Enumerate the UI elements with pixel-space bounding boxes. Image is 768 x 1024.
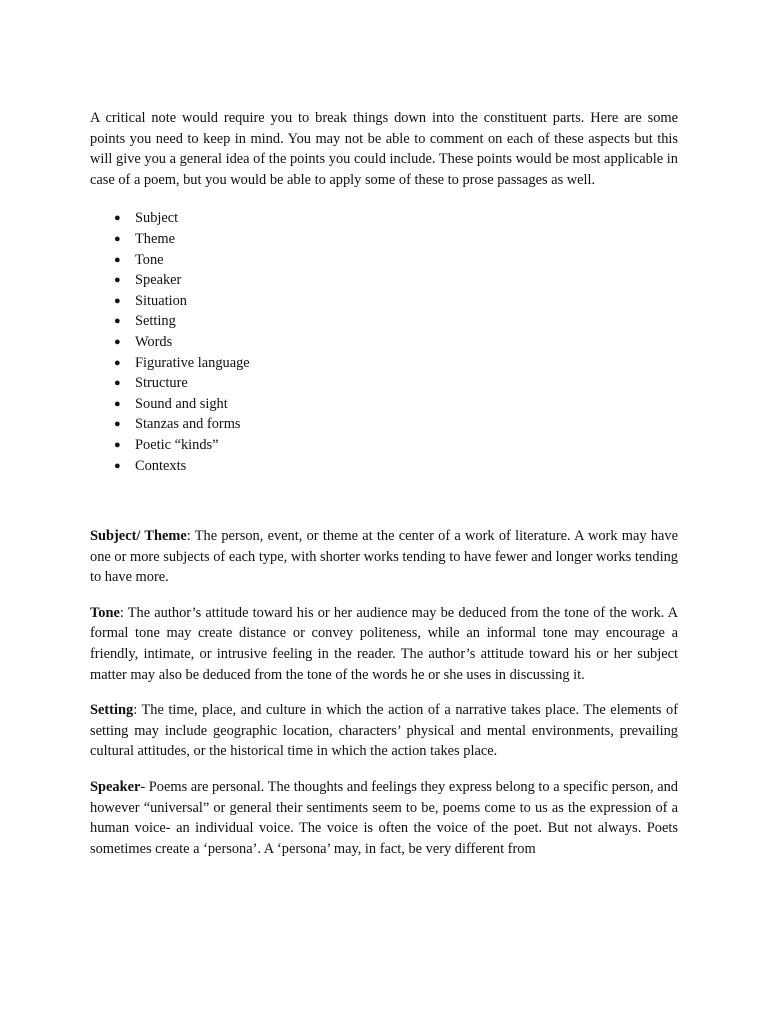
list-item: [114, 414, 678, 435]
list-item: [114, 332, 678, 353]
list-item-label: Situation: [135, 292, 187, 309]
list-item: [114, 250, 678, 271]
list-item-label: Theme: [135, 230, 175, 247]
list-item-label: Setting: [135, 313, 176, 330]
list-item: [114, 435, 678, 456]
list-item: [114, 394, 678, 415]
list-item-label: Subject: [135, 210, 179, 227]
definition-term: Subject/ Theme: [90, 528, 187, 545]
bullet-icon: ●: [114, 274, 121, 287]
bullet-icon: ●: [114, 232, 121, 245]
list-item: [114, 353, 678, 374]
definition-separator: :: [186, 528, 191, 545]
list-item-label: Figurative language: [135, 354, 250, 371]
definition-separator: -: [140, 779, 146, 796]
bullet-icon: ●: [114, 253, 121, 266]
definition-text: The time, place, and culture in which the action of a narrative takes place. The elements of setting may include geographic location, characters’ physical and mental environments, prevailing cultural attitudes, or the historical time in which the action takes place.: [90, 702, 678, 760]
list-item: [114, 291, 678, 312]
bullet-icon: ●: [114, 356, 121, 369]
bullet-icon: ●: [114, 459, 121, 472]
definition-separator: :: [119, 604, 124, 621]
definition-text: The author’s attitude toward his or her audience may be deduced from the tone of the work. A formal tone may create distance or convey politeness, while an informal tone may encourage a friendly, intimate, or intrusive feeling in the reader. The author’s attitude toward his or her subject matter may also be deduced from the tone of the words he or she uses in discussing it.: [90, 604, 678, 683]
list-item-label: Speaker: [135, 272, 182, 289]
bullet-icon: ●: [114, 418, 121, 431]
document-page: [90, 108, 678, 874]
list-item: [114, 311, 678, 332]
definition-term: Setting: [90, 702, 134, 719]
definition-setting: [90, 700, 678, 762]
list-item-label: Tone: [135, 251, 164, 268]
bullet-icon: ●: [114, 438, 121, 451]
list-item-label: Structure: [135, 375, 188, 392]
section-spacer: [90, 476, 678, 526]
list-item: [114, 373, 678, 394]
list-item-label: Contexts: [135, 457, 187, 474]
definition-tone: [90, 603, 678, 685]
list-item: [114, 456, 678, 477]
bullet-icon: ●: [114, 335, 121, 348]
list-item-label: Words: [135, 333, 173, 350]
definition-separator: :: [133, 702, 138, 719]
list-item-label: Sound and sight: [135, 395, 228, 412]
list-item: [114, 208, 678, 229]
definition-term: Speaker: [90, 779, 141, 796]
list-item-label: Poetic “kinds”: [135, 436, 219, 453]
definition-term: Tone: [90, 604, 120, 621]
list-item-label: Stanzas and forms: [135, 416, 241, 433]
bullet-icon: ●: [114, 377, 121, 390]
intro-paragraph: A critical note would require you to break things down into the constituent parts. Here are some points you need to keep in mind. You may not be able to comment on each of these aspects but this will give you a general idea of the points you could include. These points would be most applicable in case of a poem, but you would be able to apply some of these to prose passages as well.: [90, 110, 678, 188]
bullet-icon: ●: [114, 212, 121, 225]
list-item: [114, 229, 678, 250]
bullet-icon: ●: [114, 397, 121, 410]
definition-text: Poems are personal. The thoughts and feelings they express belong to a specific person, and however “universal” or general their sentiments seem to be, poems come to us as the expression of a human voice- an individual voice. The voice is often the voice of the poet. But not always. Poets sometimes create a ‘persona’. A ‘persona’ may, in fact, be very different from: [90, 779, 678, 857]
definition-speaker: [90, 777, 678, 859]
definition-subject-theme: [90, 526, 678, 588]
bullet-icon: ●: [114, 294, 121, 307]
definition-text: The person, event, or theme at the center of a work of literature. A work may have one or more subjects of each type, with shorter works tending to have fewer and longer works tending to have more.: [90, 528, 678, 586]
topics-list: [90, 208, 678, 476]
bullet-icon: ●: [114, 315, 121, 328]
list-item: [114, 270, 678, 291]
